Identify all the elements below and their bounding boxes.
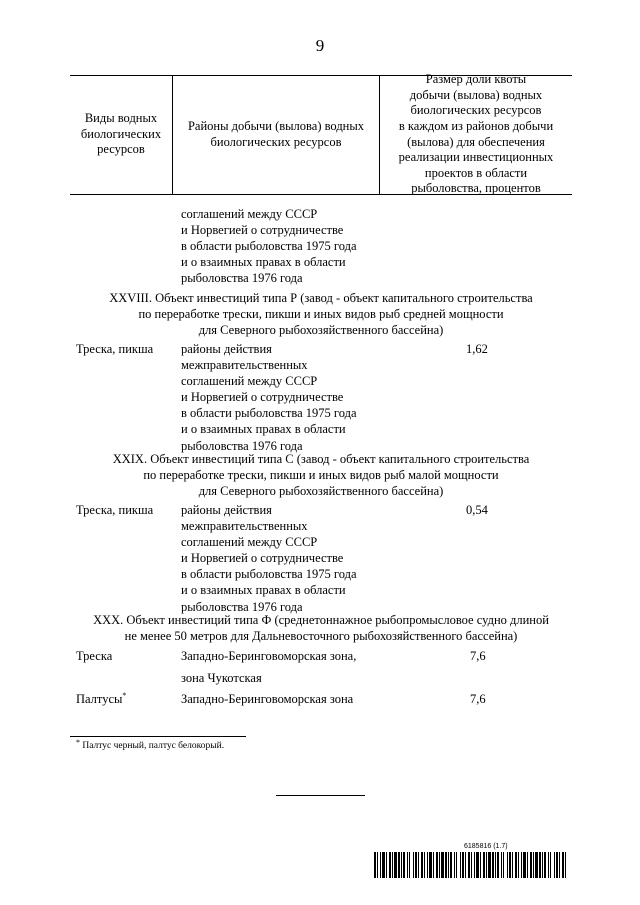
share-cell: 1,62 bbox=[466, 342, 488, 356]
area-cell: Западно-Беринговоморская зона, bbox=[181, 649, 357, 663]
end-rule bbox=[276, 795, 365, 796]
section-heading-line: для Северного рыбохозяйственного бассейна) bbox=[198, 323, 444, 338]
header-share-line: проектов в области bbox=[424, 165, 528, 180]
section-heading-line: по переработке трески, пикши и иных видов рыб малой мощности bbox=[143, 468, 499, 483]
header-areas bbox=[173, 75, 379, 194]
header-share-line: рыболовства, процентов bbox=[411, 181, 541, 196]
area-line: рыболовства 1976 года bbox=[181, 438, 303, 453]
area-line: районы действия bbox=[181, 342, 272, 356]
header-areas-line: биологических ресурсов bbox=[210, 134, 342, 149]
area-cell: зона Чукотская bbox=[181, 671, 262, 685]
header-species-line: ресурсов bbox=[97, 142, 145, 157]
header-share-line: биологических ресурсов bbox=[410, 103, 542, 118]
area-line: межправительственных bbox=[181, 358, 308, 373]
header-areas-line: Районы добычи (вылова) водных bbox=[187, 118, 365, 133]
barcode bbox=[374, 852, 568, 878]
header-share bbox=[380, 72, 572, 196]
footnote-marker: * bbox=[76, 738, 80, 747]
section-heading-xxviii bbox=[70, 290, 572, 338]
area-line: соглашений между СССР bbox=[181, 207, 318, 221]
area-line: и Норвегией о сотрудничестве bbox=[181, 223, 344, 238]
header-share-line: в каждом из районов добычи bbox=[398, 118, 554, 133]
area-line: и о взаимных правах в области bbox=[181, 583, 346, 598]
area-cell: Западно-Беринговоморская зона bbox=[181, 692, 354, 706]
area-cell bbox=[181, 341, 357, 454]
header-share-line: Размер доли квоты bbox=[425, 72, 527, 87]
header-share-line: реализации инвестиционных bbox=[398, 150, 554, 165]
share-cell: 0,54 bbox=[466, 503, 488, 517]
section-heading-line: XXVIII. Объект инвестиций типа Р (завод - объект капитального строительства bbox=[109, 291, 533, 305]
header-species-line: биологических bbox=[80, 126, 162, 141]
area-line: рыболовства 1976 года bbox=[181, 599, 303, 614]
section-heading-xxx bbox=[70, 612, 572, 644]
area-cell bbox=[181, 502, 357, 615]
share-cell: 7,6 bbox=[470, 649, 486, 663]
header-share-line: (вылова) для обеспечения bbox=[407, 134, 545, 149]
species-cell: Треска bbox=[76, 649, 113, 663]
area-line: в области рыболовства 1975 года bbox=[181, 239, 357, 254]
area-line: районы действия bbox=[181, 503, 272, 517]
barcode-number: 6185816 (1.7) bbox=[464, 843, 508, 850]
section-heading-line: для Северного рыбохозяйственного бассейна) bbox=[198, 484, 444, 499]
header-species-line: Виды водных bbox=[84, 111, 158, 126]
header-share-line: добычи (вылова) водных bbox=[409, 87, 543, 102]
area-line: и Норвегией о сотрудничестве bbox=[181, 390, 344, 405]
species-cell bbox=[76, 691, 126, 707]
area-line: межправительственных bbox=[181, 519, 308, 534]
species-cell: Треска, пикша bbox=[76, 342, 154, 356]
area-line: и о взаимных правах в области bbox=[181, 422, 346, 437]
page-number: 9 bbox=[315, 36, 325, 55]
area-line: соглашений между СССР bbox=[181, 535, 318, 550]
section-heading-line: XXX. Объект инвестиций типа Ф (среднетоннажное рыбопромысловое судно длиной bbox=[93, 613, 549, 627]
footnote-marker: * bbox=[122, 691, 127, 700]
footnote bbox=[76, 740, 224, 752]
header-species bbox=[70, 75, 172, 194]
footnote-rule bbox=[70, 736, 246, 737]
section-heading-xxix bbox=[70, 451, 572, 499]
section-heading-line: XXIX. Объект инвестиций типа С (завод - объект капитального строительства bbox=[112, 452, 530, 466]
footnote-text: Палтус черный, палтус белокорый. bbox=[80, 741, 225, 751]
area-line: и о взаимных правах в области bbox=[181, 255, 346, 270]
species-name: Палтусы bbox=[76, 692, 123, 706]
area-line: соглашений между СССР bbox=[181, 374, 318, 389]
area-line: в области рыболовства 1975 года bbox=[181, 406, 357, 421]
section-heading-line: не менее 50 метров для Дальневосточного рыбохозяйственного бассейна) bbox=[124, 629, 518, 644]
section-heading-line: по переработке трески, пикши и иных видов рыб средней мощности bbox=[138, 307, 504, 322]
area-line: в области рыболовства 1975 года bbox=[181, 567, 357, 582]
area-line: и Норвегией о сотрудничестве bbox=[181, 551, 344, 566]
continuation-area bbox=[181, 206, 357, 286]
share-cell: 7,6 bbox=[470, 692, 486, 706]
species-cell: Треска, пикша bbox=[76, 503, 154, 517]
area-line: рыболовства 1976 года bbox=[181, 271, 303, 286]
